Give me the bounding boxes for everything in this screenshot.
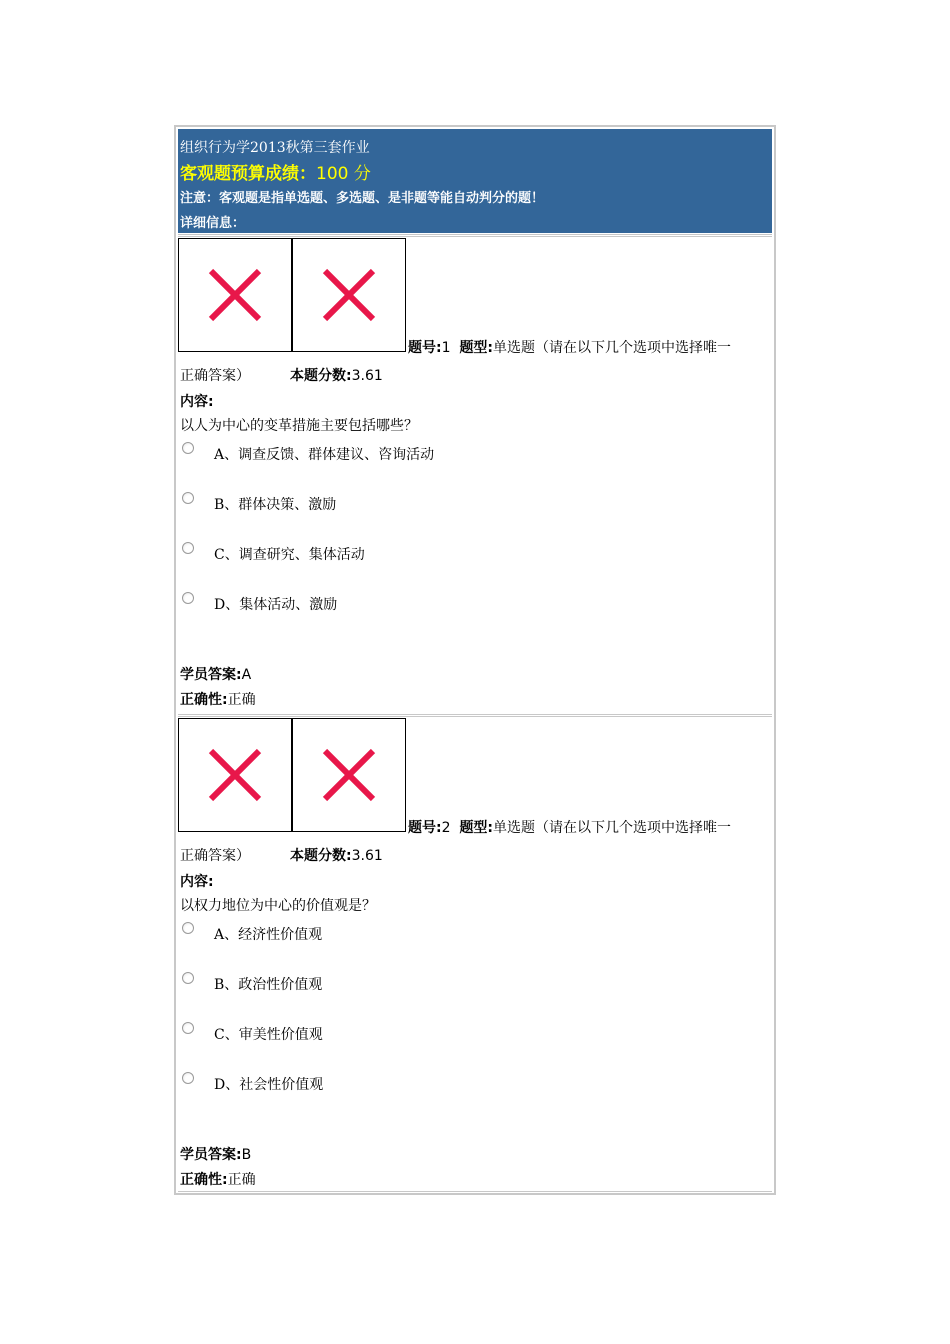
score-value: 100 分	[316, 164, 371, 184]
correctness-label: 正确性:	[180, 1172, 228, 1188]
score-label: 本题分数:	[290, 368, 352, 384]
student-answer	[180, 1144, 251, 1164]
option-label: D、社会性价值观	[214, 1077, 324, 1093]
correctness-value: 正确	[227, 1172, 256, 1188]
score-label: 客观题预算成绩：	[180, 164, 316, 184]
panel-header	[178, 129, 772, 233]
correctness	[180, 689, 256, 709]
option-label: A、调查反馈、群体建议、咨询活动	[214, 447, 435, 463]
content-label: 内容:	[180, 874, 214, 890]
question-type: 单选题（请在以下几个选项中选择唯一	[493, 820, 732, 836]
qnum-label: 题号:	[408, 340, 442, 356]
question-meta	[408, 337, 731, 357]
question-type: 单选题（请在以下几个选项中选择唯一	[493, 340, 732, 356]
question-number: 2	[441, 820, 451, 836]
homework-panel	[174, 125, 776, 1195]
objective-score	[180, 159, 371, 184]
radio-button-icon[interactable]	[182, 492, 194, 504]
question-score: 3.61	[351, 848, 383, 864]
cross-mark-icon	[207, 267, 263, 323]
option-label: B、群体决策、激励	[214, 497, 337, 513]
score-label: 本题分数:	[290, 848, 352, 864]
radio-button-icon[interactable]	[182, 922, 194, 934]
option-label: C、调查研究、集体活动	[214, 547, 365, 563]
cross-mark-icon	[321, 747, 377, 803]
cross-mark-icon	[321, 267, 377, 323]
radio-button-icon[interactable]	[182, 442, 194, 454]
correctness-value: 正确	[227, 692, 256, 708]
broken-image	[292, 238, 406, 352]
divider	[178, 1191, 772, 1194]
radio-button-icon[interactable]	[182, 972, 194, 984]
student-answer	[180, 664, 251, 684]
answer-label: 学员答案:	[180, 667, 242, 683]
qnum-label: 题号:	[408, 820, 442, 836]
answer-value: B	[241, 1147, 252, 1163]
question-content: 以人为中心的变革措施主要包括哪些？	[180, 418, 418, 434]
radio-button-icon[interactable]	[182, 1022, 194, 1034]
broken-image	[292, 718, 406, 832]
broken-image	[178, 718, 292, 832]
correctness-label: 正确性:	[180, 692, 228, 708]
option-label: C、审美性价值观	[214, 1027, 323, 1043]
divider	[178, 234, 772, 237]
question-meta-line2	[180, 365, 383, 385]
answer-label: 学员答案:	[180, 1147, 242, 1163]
question-meta-line2	[180, 845, 383, 865]
question-content: 以权力地位为中心的价值观是？	[180, 898, 376, 914]
question-block-1	[178, 238, 772, 710]
option-label: A、经济性价值观	[214, 927, 323, 943]
correctness	[180, 1169, 256, 1189]
question-score: 3.61	[351, 368, 383, 384]
detail-heading: 详细信息：	[180, 216, 246, 231]
qtype-label: 题型:	[459, 820, 494, 836]
question-meta	[408, 817, 731, 837]
question-block-2	[178, 718, 772, 1190]
cross-mark-icon	[207, 747, 263, 803]
radio-button-icon[interactable]	[182, 592, 194, 604]
content-label: 内容:	[180, 394, 214, 410]
qtype-label: 题型:	[459, 340, 494, 356]
question-type-cont: 正确答案）	[180, 368, 250, 384]
assignment-title: 组织行为学2013秋第三套作业	[180, 140, 370, 156]
question-number: 1	[441, 340, 451, 356]
divider	[178, 714, 772, 717]
answer-value: A	[241, 667, 252, 683]
broken-image	[178, 238, 292, 352]
option-label: B、政治性价值观	[214, 977, 323, 993]
objective-note: 注意：客观题是指单选题、多选题、是非题等能自动判分的题！	[180, 191, 545, 206]
question-type-cont: 正确答案）	[180, 848, 250, 864]
option-label: D、集体活动、激励	[214, 597, 338, 613]
radio-button-icon[interactable]	[182, 542, 194, 554]
radio-button-icon[interactable]	[182, 1072, 194, 1084]
